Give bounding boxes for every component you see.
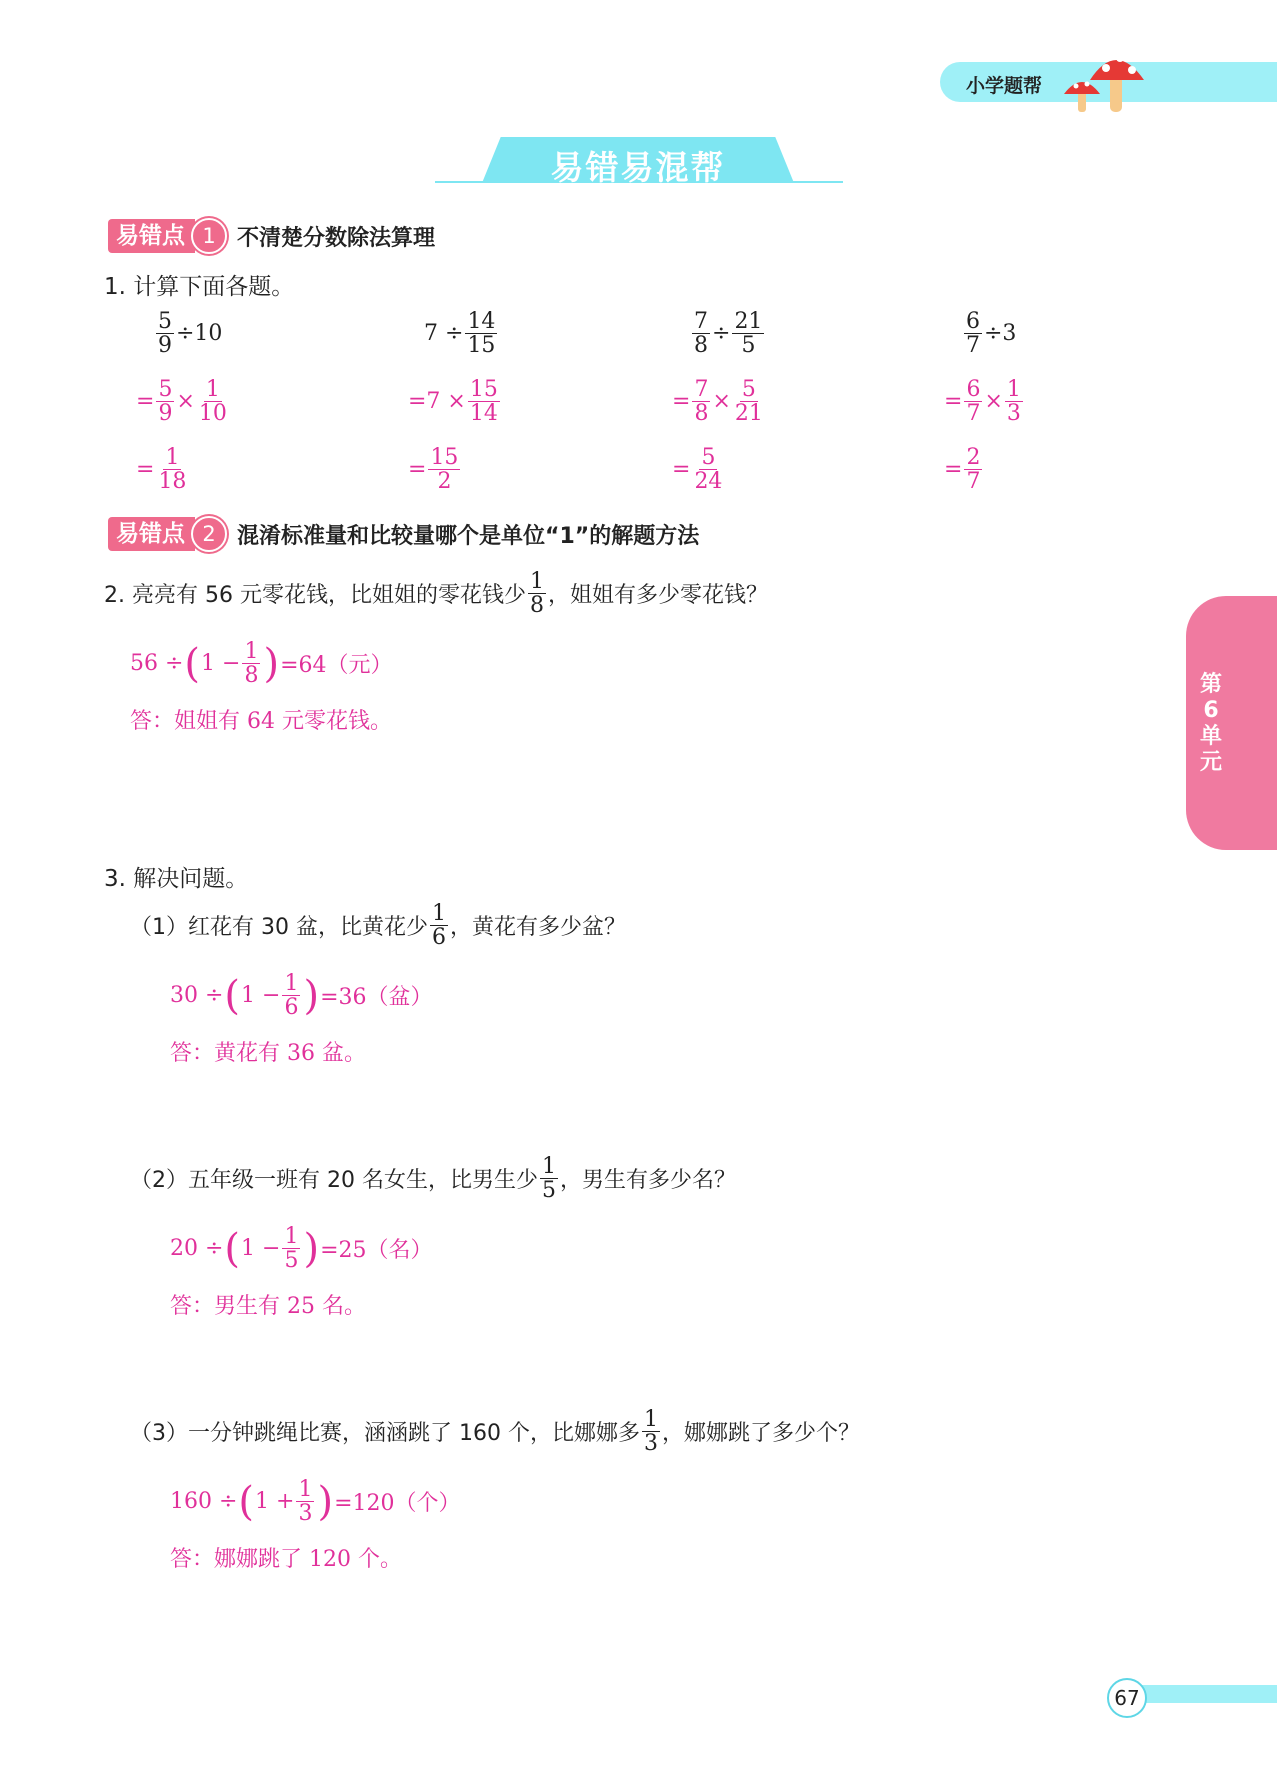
question-3-1-prompt: （1）红花有 30 盆，比黄花少 $\frac{1}{6}$ ，黄花有多少盆？ [130, 901, 626, 951]
question-2-answer: 答：姐姐有 64 元零花钱。 [130, 709, 392, 734]
question-3-2-calculation: 20 ÷ ( 1 − $\frac{1}{5}$ ) =25（名） [170, 1224, 433, 1274]
error-point-2 [108, 516, 699, 552]
question-3-2-answer: 答：男生有 25 名。 [170, 1294, 366, 1319]
error-point-title: 不清楚分数除法算理 [237, 225, 436, 251]
error-point-1 [108, 218, 435, 254]
question-3-prompt: 3. 解决问题。 [104, 866, 249, 892]
q1-item-1-result: = $\frac{1}{18}$ [136, 445, 187, 495]
q1-item-4-expression: $\frac{6}{7}$ ÷3 [966, 309, 1017, 359]
brand-name: 小学题帮 [966, 75, 1043, 97]
question-3-1-answer: 答：黄花有 36 盆。 [170, 1041, 366, 1066]
q1-item-2-result: = $\frac{15}{2}$ [408, 445, 459, 495]
question-1-prompt: 1. 计算下面各题。 [104, 274, 295, 300]
page-title: 易错易混帮 [550, 148, 726, 187]
mushroom-icon [1060, 44, 1150, 116]
q1-item-1-expression: $\frac{5}{9}$ ÷10 [158, 309, 223, 359]
error-point-number: 2 [191, 516, 227, 552]
q1-item-3-step: = $\frac{7}{8}$ × $\frac{5}{21}$ [672, 377, 763, 427]
error-point-number: 1 [191, 218, 227, 254]
question-2-prompt: 2. 亮亮有 56 元零花钱，比姐姐的零花钱少 $\frac{1}{8}$ ，姐姐有多少零花钱？ [104, 569, 768, 619]
q1-item-2-expression: 7 ÷ $\frac{14}{15}$ [424, 309, 496, 359]
question-3-3-prompt: （3）一分钟跳绳比赛，涵涵跳了 160 个，比娜娜多 $\frac{1}{3}$ ，娜娜跳了多少个？ [130, 1407, 860, 1457]
q1-item-3-expression: $\frac{7}{8}$ ÷ $\frac{21}{5}$ [694, 309, 763, 359]
q1-item-3-result: = $\frac{5}{24}$ [672, 445, 723, 495]
q1-item-2-step: =7 × $\frac{15}{14}$ [408, 377, 498, 427]
question-2-calculation: 56 ÷ ( 1 − $\frac{1}{8}$ ) =64（元） [130, 639, 393, 689]
error-point-label: 易错点 [108, 517, 195, 551]
question-3-3-answer: 答：娜娜跳了 120 个。 [170, 1547, 402, 1572]
error-point-title: 混淆标准量和比较量哪个是单位“1”的解题方法 [237, 523, 700, 549]
page-number: 67 [1107, 1678, 1147, 1718]
unit-label: 第6单元 [1199, 672, 1222, 775]
error-point-label: 易错点 [108, 219, 195, 253]
question-3-3-calculation: 160 ÷ ( 1 + $\frac{1}{3}$ ) =120（个） [170, 1477, 461, 1527]
question-3-1-calculation: 30 ÷ ( 1 − $\frac{1}{6}$ ) =36（盆） [170, 971, 433, 1021]
q1-item-4-step: = $\frac{6}{7}$ × $\frac{1}{3}$ [944, 377, 1021, 427]
question-3-2-prompt: （2）五年级一班有 20 名女生，比男生少 $\frac{1}{5}$ ，男生有多少名？ [130, 1154, 736, 1204]
q1-item-4-result: = $\frac{2}{7}$ [944, 445, 981, 495]
q1-item-1-step: = $\frac{5}{9}$ × $\frac{1}{10}$ [136, 377, 227, 427]
